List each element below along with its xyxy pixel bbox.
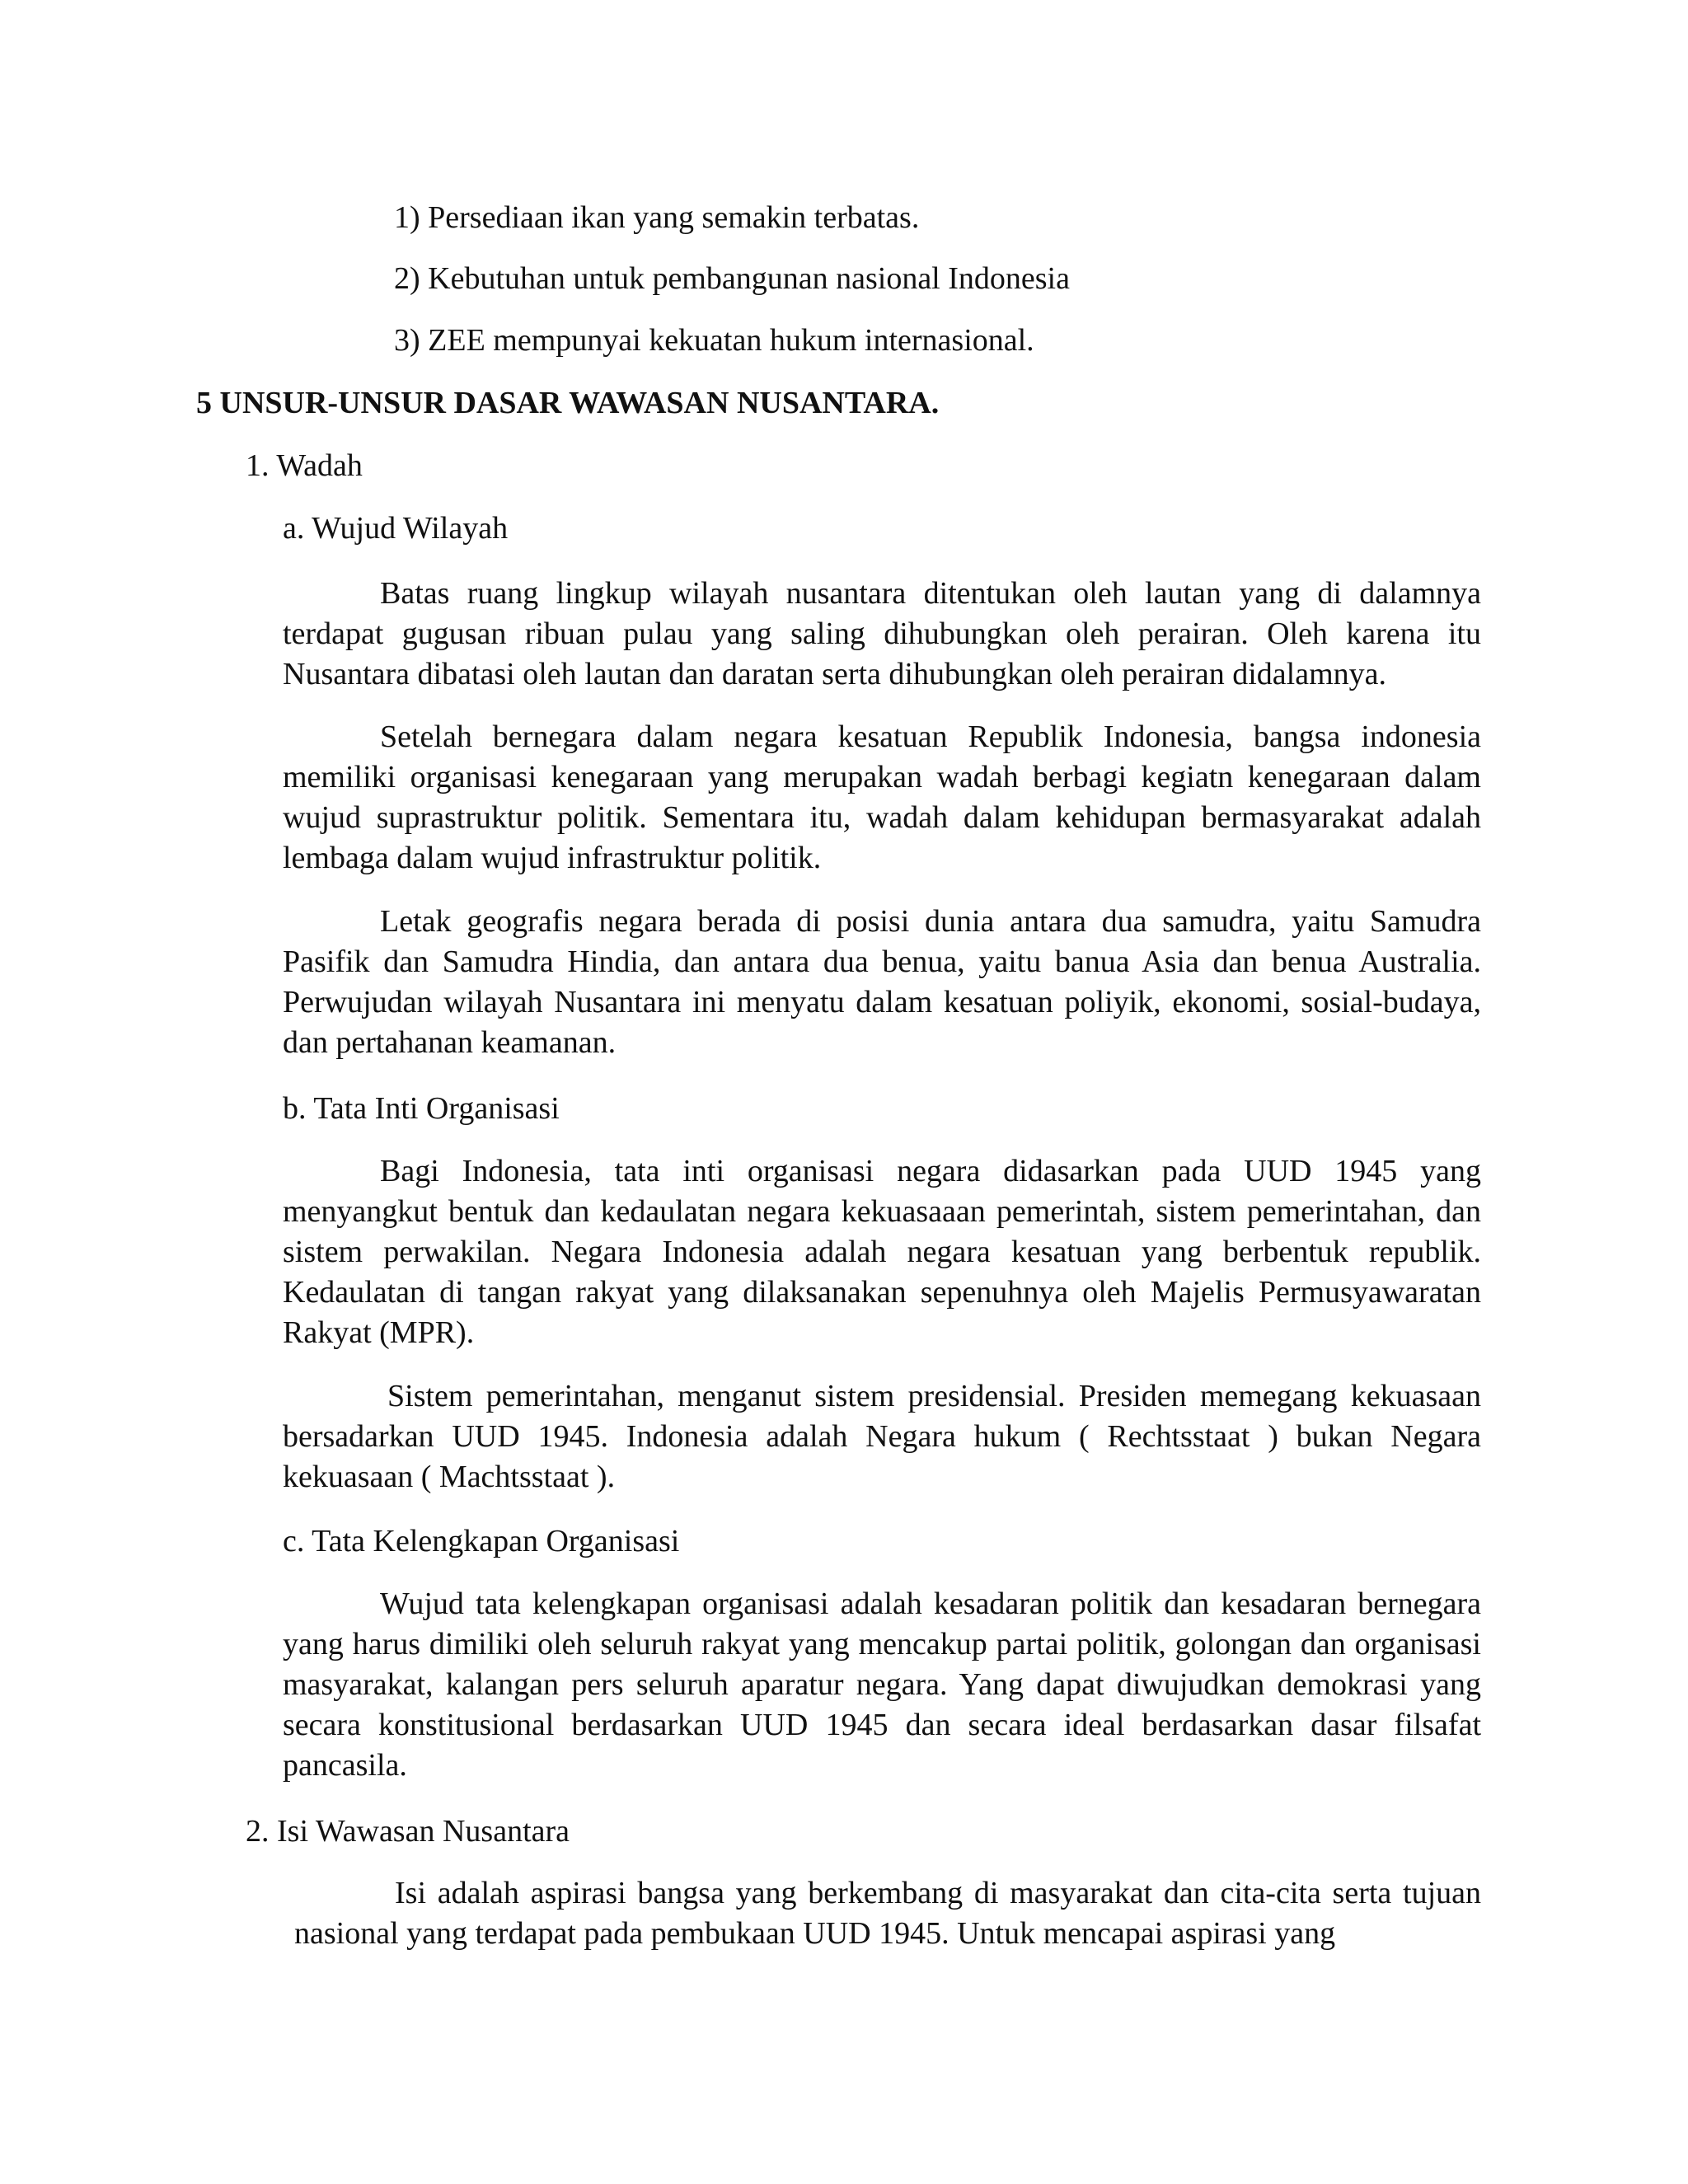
item-isi-wawasan: 2. Isi Wawasan Nusantara xyxy=(246,1814,570,1849)
paragraph-tata-inti-2: Sistem pemerintahan, menganut sistem presidensial. Presiden memegang kekuasaan bersadarkan UUD 1945. Indonesia adalah Negara hukum ( Rechtsstaat ) bukan Negara kekuasaan ( Machtsstaat ). xyxy=(283,1379,1481,1494)
list-item-2: 2) Kebutuhan untuk pembangunan nasional Indonesia xyxy=(394,261,1070,296)
subheading-tata-kelengkapan: c. Tata Kelengkapan Organisasi xyxy=(283,1524,680,1558)
paragraph-wujud-wilayah-2: Setelah bernegara dalam negara kesatuan Republik Indonesia, bangsa indonesia memiliki organisasi kenegaraan yang merupakan wadah berbagi kegiatn kenegaraan dalam wujud suprastruktur politik. Sementara itu, wadah dalam kehidupan bermasyarakat adalah lembaga dalam wujud infrastruktur politik. xyxy=(283,719,1481,875)
subheading-wujud-wilayah: a. Wujud Wilayah xyxy=(283,511,509,546)
paragraph-tata-inti-1: Bagi Indonesia, tata inti organisasi negara didasarkan pada UUD 1945 yang menyangkut bentuk dan kedaulatan negara kekuasaaan pemerintah, sistem pemerintahan, dan sistem perwakilan. Negara Indonesia adalah negara kesatuan yang berbentuk republik. Kedaulatan di tangan rakyat yang dilaksanakan sepenuhnya oleh Majelis Permusyawaratan Rakyat (MPR). xyxy=(283,1154,1481,1350)
paragraph-tata-kelengkapan: Wujud tata kelengkapan organisasi adalah kesadaran politik dan kesadaran bernegara yang harus dimiliki oleh seluruh rakyat yang mencakup partai politik, golongan dan organisasi masyarakat, kalangan pers seluruh aparatur negara. Yang dapat diwujudkan demokrasi yang secara konstitusional berdasarkan UUD 1945 dan secara ideal berdasarkan dasar filsafat pancasila. xyxy=(283,1586,1481,1783)
paragraph-wujud-wilayah-3: Letak geografis negara berada di posisi dunia antara dua samudra, yaitu Samudra Pasifik dan Samudra Hindia, dan antara dua benua, yaitu banua Asia dan benua Australia. Perwujudan wilayah Nusantara ini menyatu dalam kesatuan poliyik, ekonomi, sosial-budaya, dan pertahanan keamanan. xyxy=(283,904,1481,1060)
section-title: 5 UNSUR-UNSUR DASAR WAWASAN NUSANTARA. xyxy=(196,386,940,420)
item-wadah: 1. Wadah xyxy=(246,448,363,483)
subheading-tata-inti: b. Tata Inti Organisasi xyxy=(283,1091,560,1126)
list-item-1: 1) Persediaan ikan yang semakin terbatas. xyxy=(394,200,920,235)
list-item-3: 3) ZEE mempunyai kekuatan hukum internasional. xyxy=(394,323,1034,358)
paragraph-isi-wawasan: Isi adalah aspirasi bangsa yang berkembang di masyarakat dan cita-cita serta tujuan nasional yang terdapat pada pembukaan UUD 1945. Untuk mencapai aspirasi yang xyxy=(294,1876,1481,1951)
paragraph-wujud-wilayah-1: Batas ruang lingkup wilayah nusantara ditentukan oleh lautan yang di dalamnya terdapat gugusan ribuan pulau yang saling dihubungkan oleh perairan. Oleh karena itu Nusantara dibatasi oleh lautan dan daratan serta dihubungkan oleh perairan didalamnya. xyxy=(283,576,1481,691)
